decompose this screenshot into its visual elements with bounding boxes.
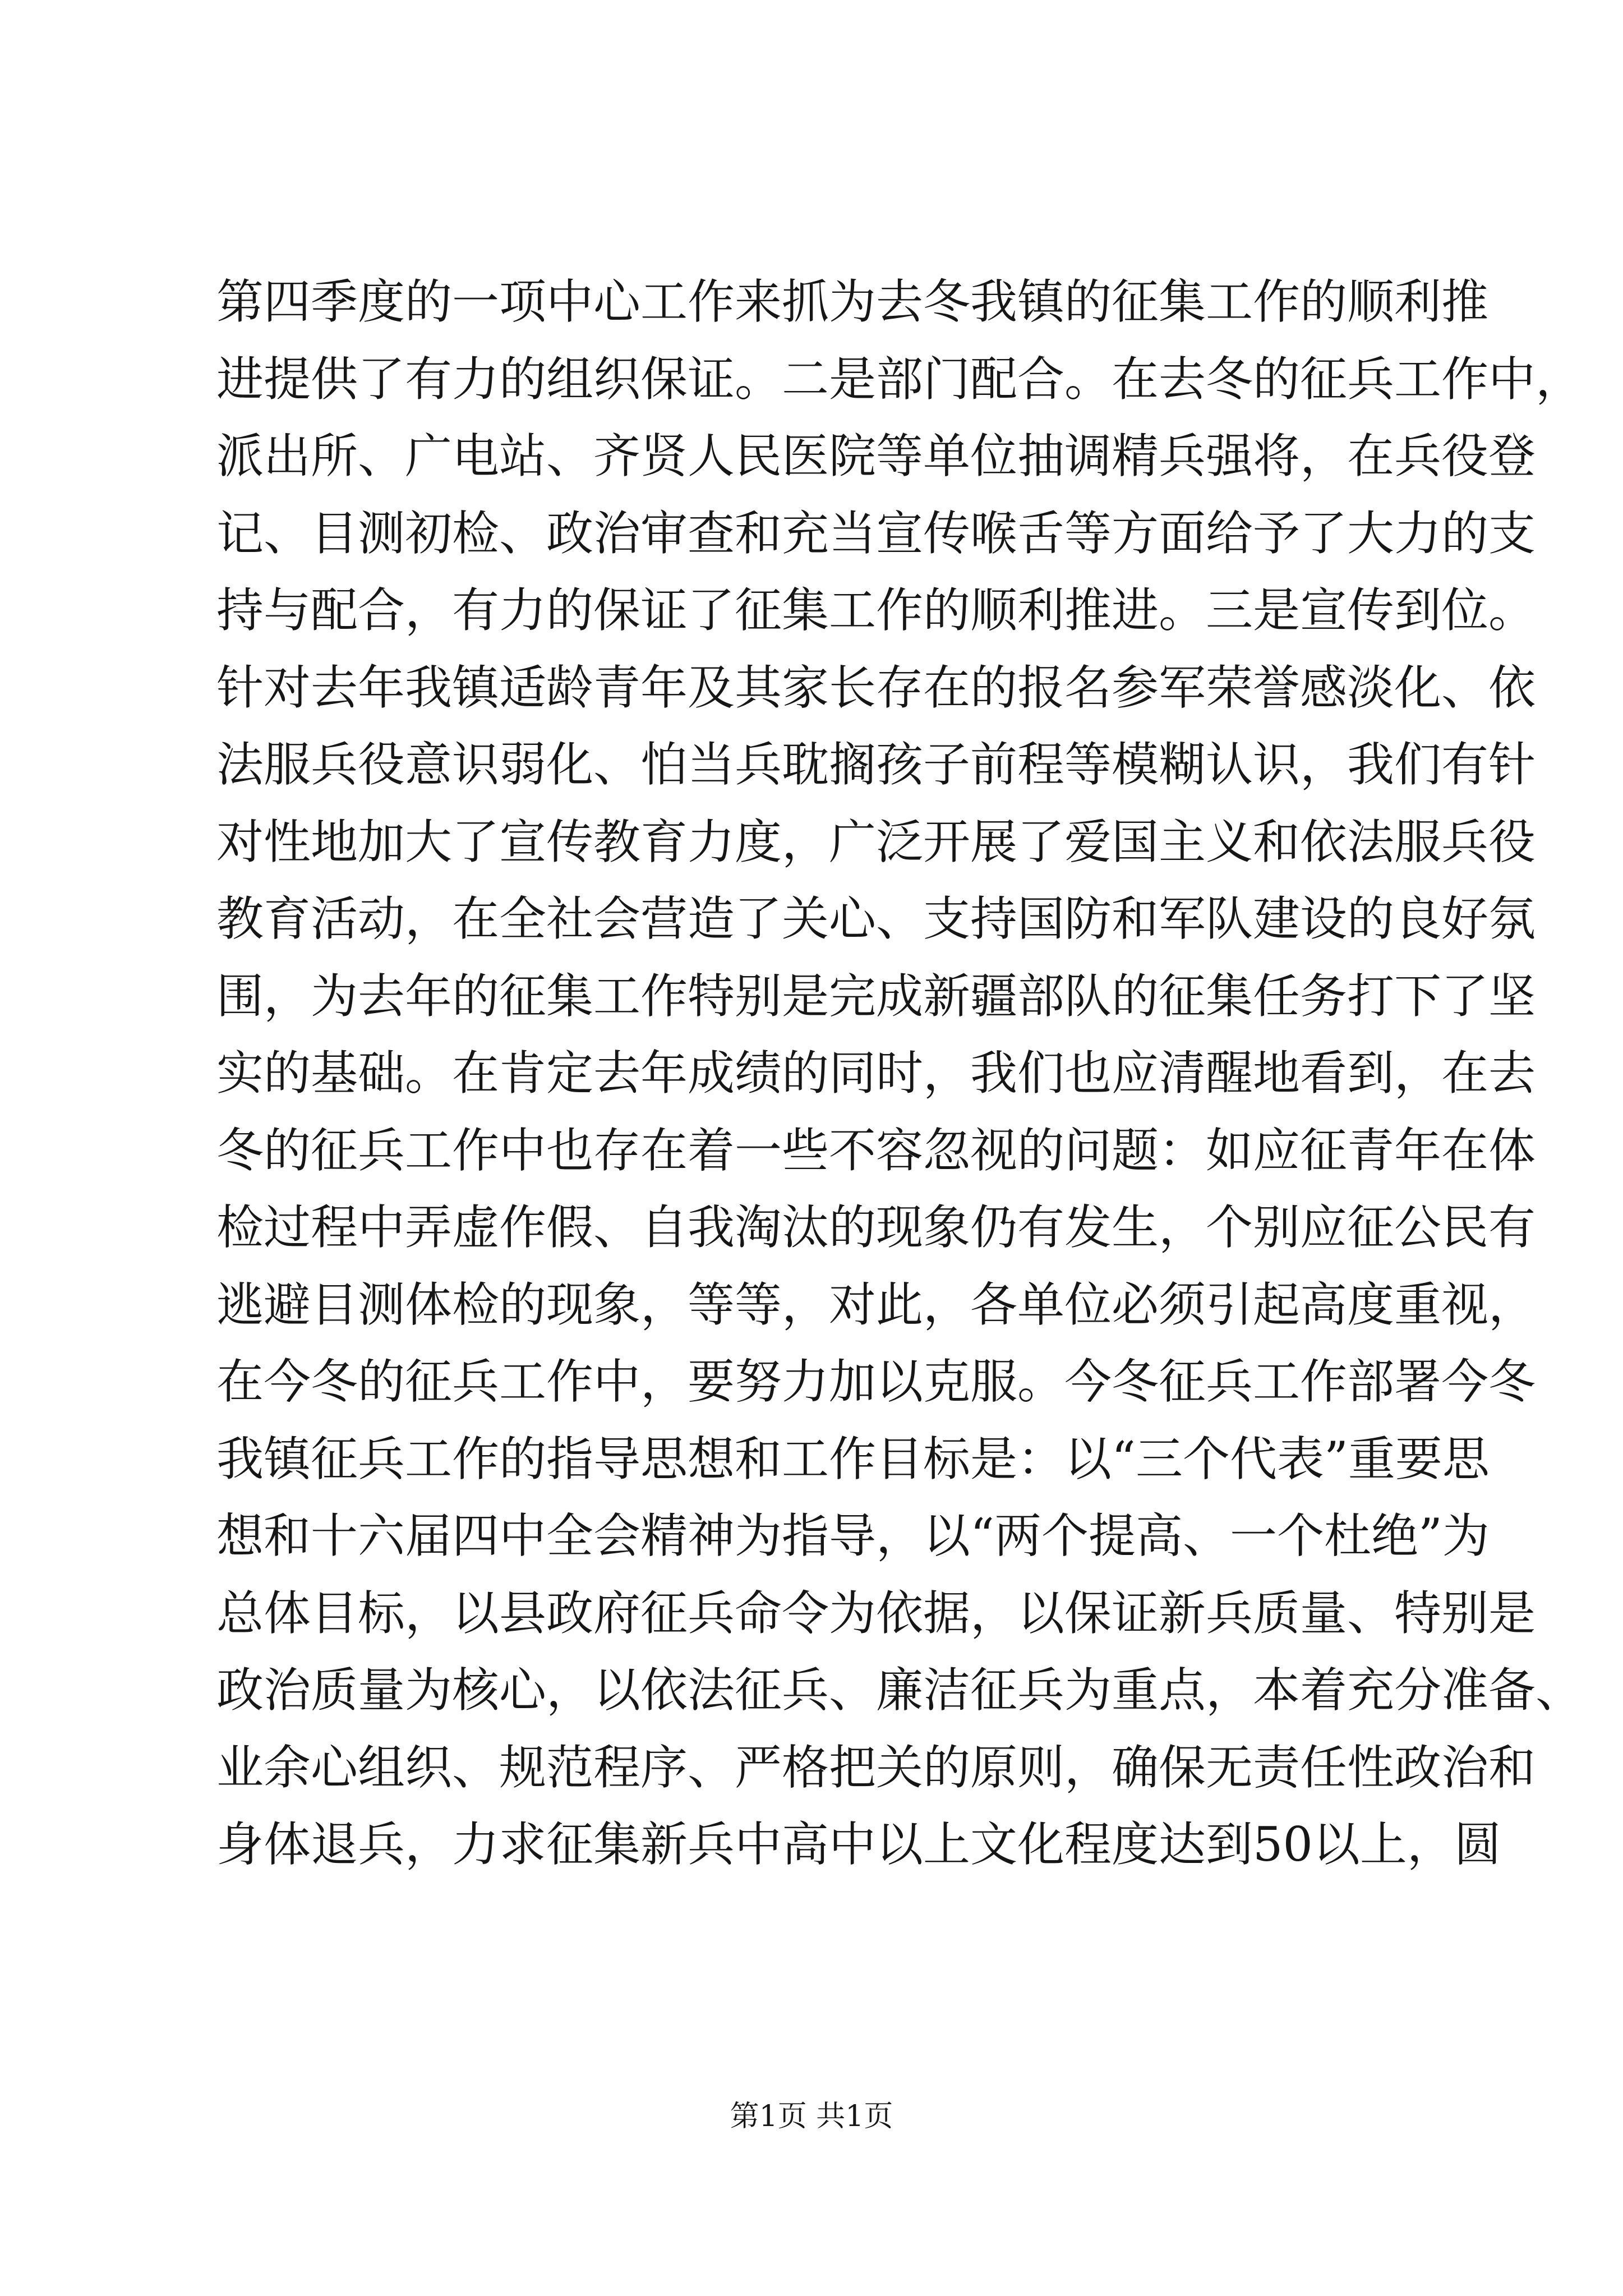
text-line: 持与配合，有力的保证了征集工作的顺利推进。三是宣传到位。 <box>216 583 1536 638</box>
text-line: 进提供了有力的组织保证。二是部门配合。在去冬的征兵工作中， <box>216 351 1583 407</box>
text-line: 在今冬的征兵工作中，要努力加以克服。今冬征兵工作部署今冬 <box>216 1354 1536 1409</box>
text-line: 想和十六届四中全会精神为指导，以“两个提高、一个杜绝”为 <box>216 1508 1490 1563</box>
text-line: 业余心组织、规范程序、严格把关的原则，确保无责任性政治和 <box>216 1740 1536 1795</box>
text-line: 冬的征兵工作中也存在着一些不容忽视的问题：如应征青年在体 <box>216 1122 1536 1178</box>
text-line: 教育活动，在全社会营造了关心、支持国防和军队建设的良好氛 <box>216 891 1536 946</box>
body-text <box>216 264 1583 1884</box>
page-footer <box>0 2097 1623 2136</box>
text-line: 派出所、广电站、齐贤人民医院等单位抽调精兵强将，在兵役登 <box>216 429 1536 484</box>
text-line: 对性地加大了宣传教育力度，广泛开展了爱国主义和依法服兵役 <box>216 814 1536 869</box>
page-number-label: 第1页 共1页 <box>730 2100 893 2133</box>
text-line: 实的基础。在肯定去年成绩的同时，我们也应清醒地看到，在去 <box>216 1046 1536 1101</box>
text-line: 法服兵役意识弱化、怕当兵耽搁孩子前程等模糊认识，我们有针 <box>216 737 1536 792</box>
text-line: 检过程中弄虚作假、自我淘汰的现象仍有发生，个别应征公民有 <box>216 1200 1536 1255</box>
text-line: 总体目标，以县政府征兵命令为依据，以保证新兵质量、特别是 <box>216 1585 1536 1641</box>
text-line: 针对去年我镇适龄青年及其家长存在的报名参军荣誉感淡化、依 <box>216 660 1536 715</box>
text-line: 第四季度的一项中心工作来抓为去冬我镇的征集工作的顺利推 <box>216 274 1489 329</box>
text-line: 围，为去年的征集工作特别是完成新疆部队的征集任务打下了坚 <box>216 968 1536 1024</box>
text-line: 记、目测初检、政治审查和充当宣传喉舌等方面给予了大力的支 <box>216 505 1536 561</box>
text-line: 身体退兵，力求征集新兵中高中以上文化程度达到50以上，圆 <box>216 1817 1501 1872</box>
text-line: 政治质量为核心，以依法征兵、廉洁征兵为重点，本着充分准备、 <box>216 1663 1583 1718</box>
text-line: 逃避目测体检的现象，等等，对此，各单位必须引起高度重视， <box>216 1277 1536 1332</box>
text-line: 我镇征兵工作的指导思想和工作目标是：以“三个代表”重要思 <box>216 1431 1490 1487</box>
